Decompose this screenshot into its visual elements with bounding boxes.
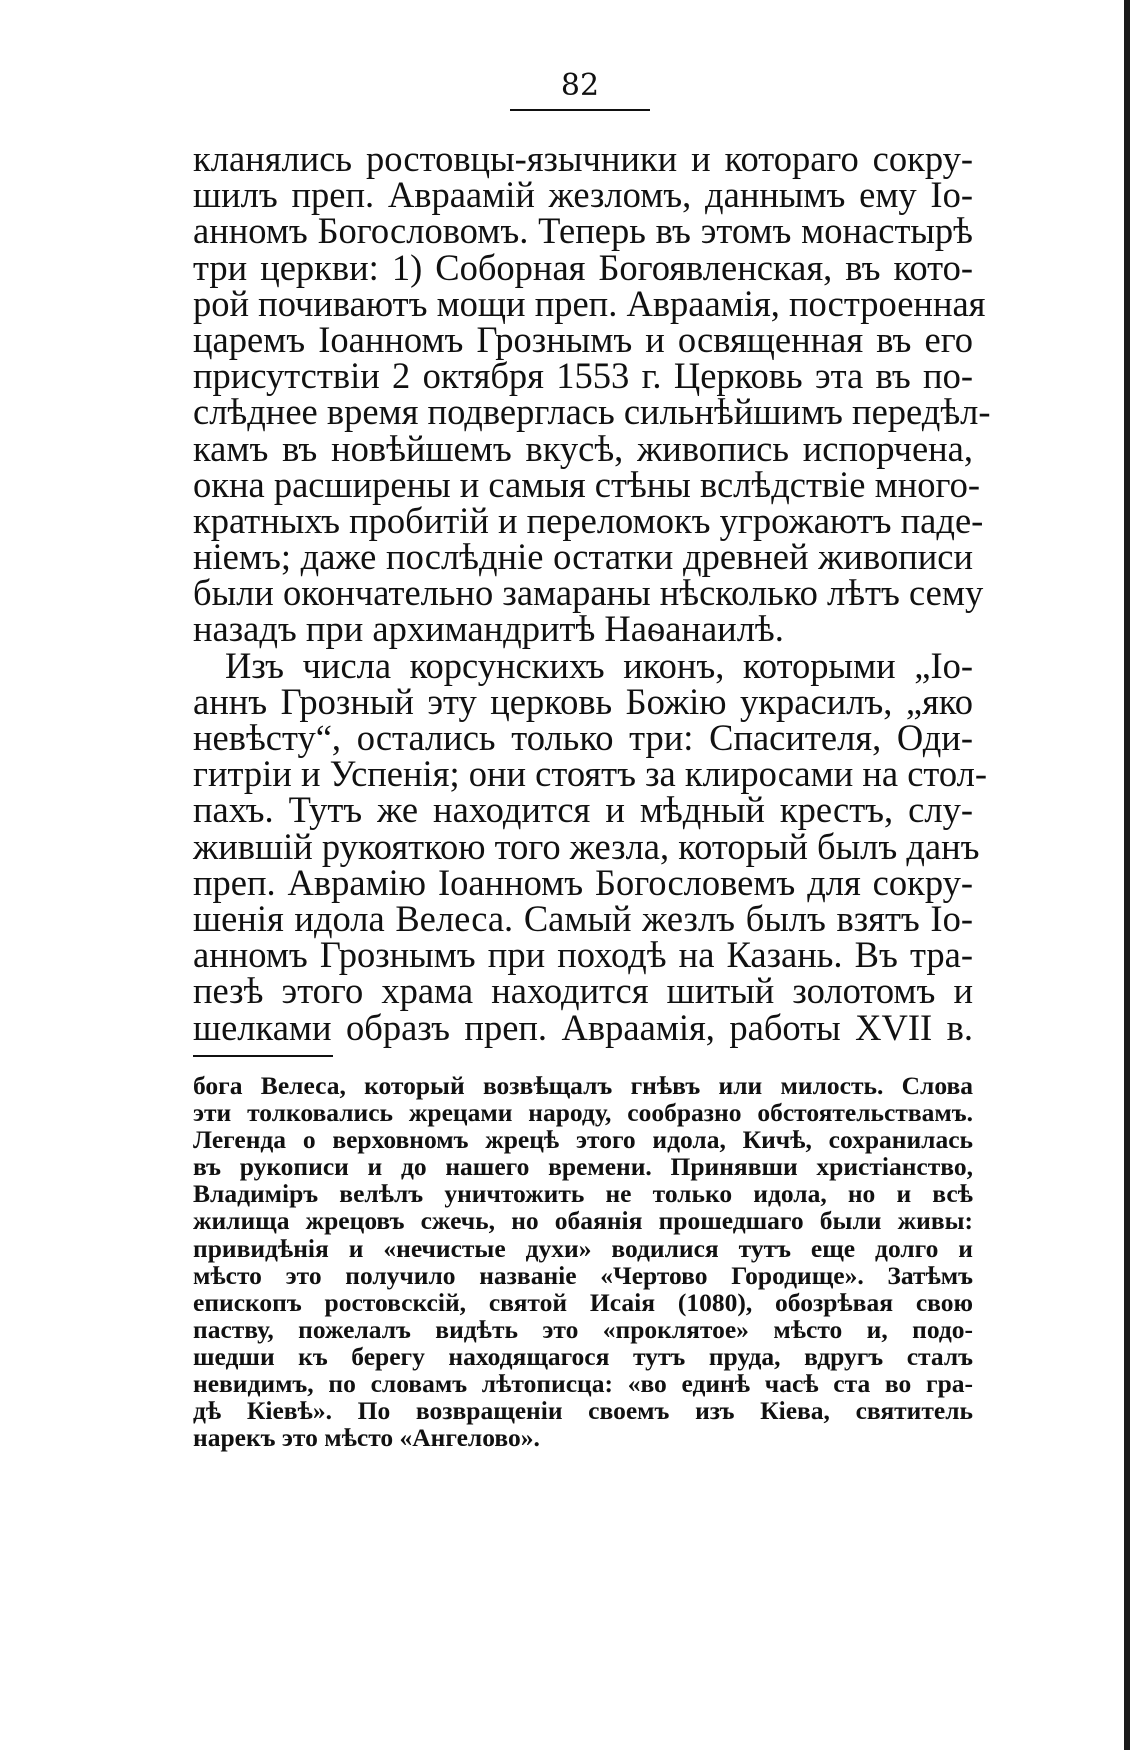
footnote-line: нарекъ это мѣсто «Ангелово». — [193, 1423, 540, 1453]
body-line: преп. Аврамію Іоанномъ Богословемъ для сокру- — [193, 861, 973, 903]
body-line: анномъ Богословомъ. Теперь въ этомъ монастырѣ — [193, 210, 973, 252]
body-line: жившій рукояткою того жезла, который былъ данъ — [193, 825, 980, 867]
footnote-line: въ рукописи и до нашего времени. Принявши христіанство, — [193, 1152, 973, 1182]
body-line: кратныхъ пробитій и переломокъ угрожаютъ паде- — [193, 499, 984, 541]
header-rule — [510, 109, 650, 111]
body-line: царемъ Іоанномъ Грознымъ и освященная въ его — [193, 318, 973, 360]
body-line: пезѣ этого храма находится шитый золотомъ и — [193, 970, 973, 1012]
footnote-line: шедши къ берегу находящагося тутъ пруда, вдругъ сталъ — [193, 1341, 973, 1371]
body-line: были окончательно замараны нѣсколько лѣтъ сему — [193, 572, 984, 614]
body-line: шилъ преп. Авраамій жезломъ, даннымъ ему Іо- — [193, 174, 973, 216]
footnote-line: епископъ ростовсксій, святой Исаія (1080), обозрѣвая свою — [193, 1287, 973, 1317]
main-text — [193, 138, 991, 1048]
body-line: присутствіи 2 октября 1553 г. Церковь эта въ по- — [193, 355, 973, 397]
body-line: три церкви: 1) Соборная Богоявленская, въ кото- — [193, 246, 973, 288]
body-line: гитріи и Успенія; они стоятъ за клиросами на стол- — [193, 753, 988, 795]
page-edge-rule — [1124, 0, 1130, 1750]
body-line: слѣднее время подверглась сильнѣйшимъ передѣл- — [193, 391, 991, 433]
body-line: окна расширены и самыя стѣны вслѣдствіе много- — [193, 463, 980, 505]
footnote-line: мѣсто это получило названіе «Чертово Городище». Затѣмъ — [193, 1260, 973, 1290]
body-line: Изъ числа корсунскихъ иконъ, которыми „Іо- — [225, 644, 973, 686]
body-line: шелками образъ преп. Авраамія, работы XVII в. — [193, 1006, 973, 1048]
footnote-line: невидимъ, по словамъ лѣтописца: «во единѣ часѣ ста во гра- — [193, 1369, 973, 1399]
footnote — [193, 1072, 973, 1451]
body-line: пахъ. Тутъ же находится и мѣдный крестъ, слу- — [193, 789, 973, 831]
footnote-line: Легенда о верховномъ жрецѣ этого идола, Кичѣ, сохранилась — [193, 1125, 973, 1155]
footnote-rule — [193, 1055, 333, 1057]
footnote-line: привидѣнія и «нечистые духи» водилися тутъ еще долго и — [193, 1233, 973, 1263]
body-line: камъ въ новѣйшемъ вкусѣ, живопись испорчена, — [193, 427, 973, 469]
body-line: рой почиваютъ мощи преп. Авраамія, построенная — [193, 282, 986, 324]
body-line: назадъ при архимандритѣ Наѳанаилѣ. — [193, 608, 784, 650]
body-line: невѣсту“, остались только три: Спасителя, Оди- — [193, 717, 973, 758]
body-line: ніемъ; даже послѣдніе остатки древней живописи — [193, 536, 973, 578]
body-line: анномъ Грознымъ при походѣ на Казань. Въ тра- — [193, 934, 973, 976]
footnote-line: дѣ Кіевѣ». По возвращеніи своемъ изъ Кіева, святитель — [193, 1396, 973, 1426]
body-line: кланялись ростовцы-язычники и котораго сокру- — [193, 138, 973, 179]
footnote-line: паству, пожелалъ видѣть это «проклятое» мѣсто и, подо- — [193, 1314, 973, 1344]
footnote-line: эти толковались жрецами народу, сообразно обстоятельствамъ. — [193, 1098, 973, 1128]
footnote-line: бога Велеса, который возвѣщалъ гнѣвъ или милость. Слова — [193, 1071, 973, 1100]
footnote-line: жилища жрецовъ сжечь, но обаянія прошедшаго были живы: — [193, 1206, 973, 1236]
body-line: шенія идола Велеса. Самый жезлъ былъ взятъ Іо- — [193, 897, 973, 939]
page-number: 82 — [560, 68, 600, 103]
footnote-line: Владиміръ велѣлъ уничтожить не только идола, но и всѣ — [193, 1179, 973, 1209]
body-line: аннъ Грозный эту церковь Божію украсилъ, „яко — [193, 680, 973, 722]
